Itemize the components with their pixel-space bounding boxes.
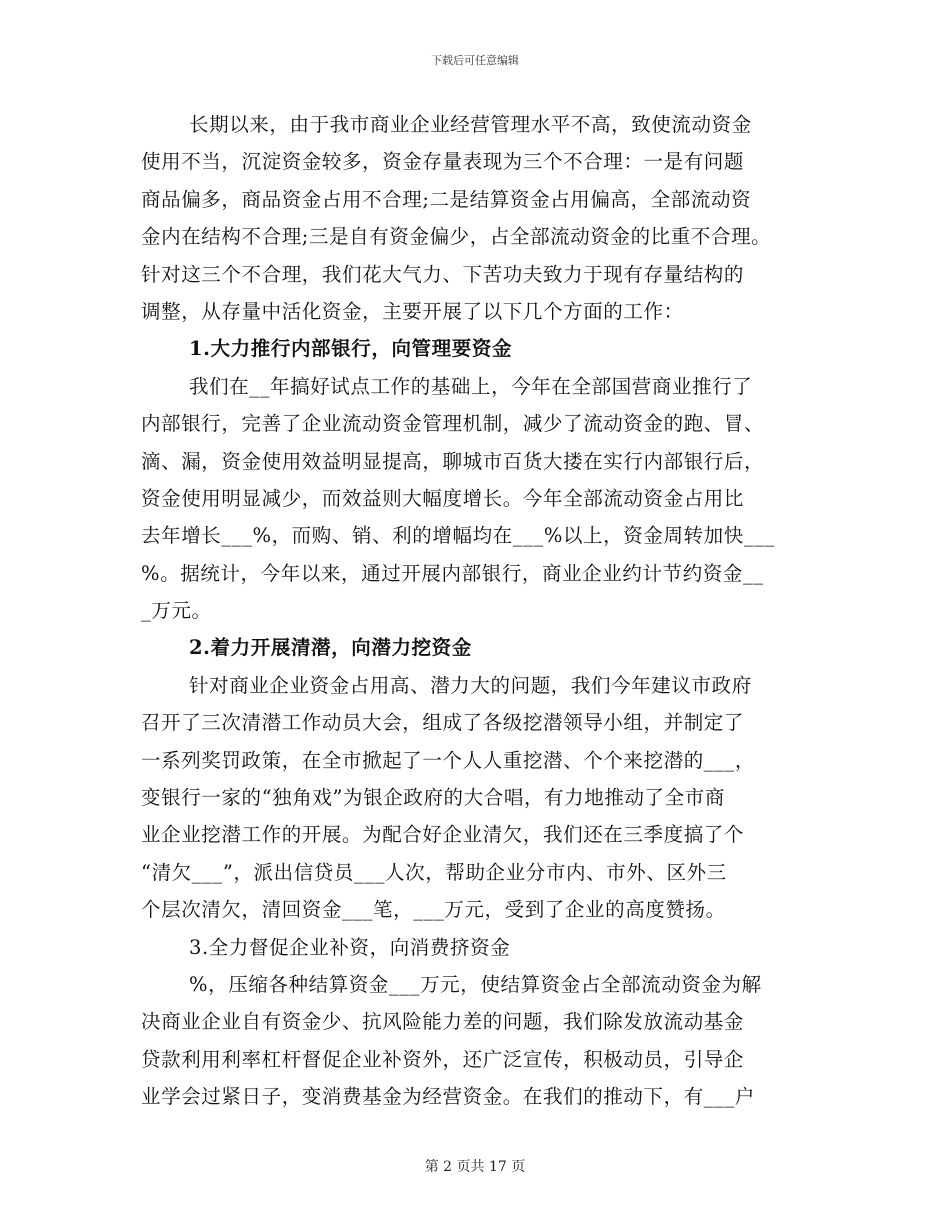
text-line: 针对这三个不合理，我们花大气力、下苦功夫致力于现有存量结构的 [141,262,745,286]
text-line: 长期以来，由于我市商业企业经营管理水平不高，致使流动资金 [189,113,752,136]
section-heading: 2.着力开展清潜，向潜力挖资金 [189,636,472,660]
text-line: 滴、漏，资金使用效益明显提高，聊城市百货大搂在实行内部银行后， [141,449,765,473]
text-line: %。据统计，今年以来，通过开展内部银行，商业企业约计节约资金__ [141,561,764,585]
document-body [141,106,809,1116]
text-line: “清欠___”，派出信贷员___人次，帮助企业分市内、市外、区外三 [141,860,727,884]
text-line: 召开了三次清潜工作动员大会，组成了各级挖潜领导小组，并制定了 [141,711,745,735]
text-line: 去年增长___%，而购、销、利的增幅均在___%以上，资金周转加快___ [141,524,775,548]
text-line: 内部银行，完善了企业流动资金管理机制，减少了流动资金的跑、冒、 [141,412,765,436]
text-line: 贷款利用利率杠杆督促企业补资外，还广泛宣传，积极动员，引导企 [141,1047,745,1071]
text-line: 变银行一家的“独角戏”为银企政府的大合唱，有力地推动了全市商 [141,786,725,810]
text-line: 使用不当，沉淀资金较多，资金存量表现为三个不合理：一是有问题 [141,150,745,174]
section-heading: 1.大力推行内部银行，向管理要资金 [189,337,513,361]
text-line: 业企业挖潜工作的开展。为配合好企业清欠，我们还在三季度搞了个 [141,823,745,847]
text-line: 一系列奖罚政策，在全市掀起了一个人人重挖潜、个个来挖潜的___， [141,748,755,772]
text-line: 3.全力督促企业补资，向消费挤资金 [189,935,511,959]
text-line: 针对商业企业资金占用高、潜力大的问题，我们今年建议市政府 [189,673,752,697]
text-line: 资金使用明显减少，而效益则大幅度增长。今年全部流动资金占用比 [141,486,745,510]
text-line: _万元。 [141,599,212,623]
text-line: 商品偏多，商品资金占用不合理;二是结算资金占用偏高，全部流动资 [141,187,752,211]
text-line: 个层次清欠，清回资金___笔，___万元，受到了企业的高度赞扬。 [141,898,726,922]
text-line: 金内在结构不合理;三是自有资金偏少，占全部流动资金的比重不合理。 [141,225,772,249]
page-footer: 第 2 页共 17 页 [424,1159,526,1175]
text-line: 决商业企业自有资金少、抗风险能力差的问题，我们除发放流动基金 [141,1010,745,1034]
text-line: %，压缩各种结算资金___万元，使结算资金占全部流动资金为解 [189,972,762,996]
text-line: 调整，从存量中活化资金，主要开展了以下几个方面的工作： [141,299,684,323]
text-line: 业学会过紧日子，变消费基金为经营资金。在我们的推动下，有___户 [141,1085,755,1109]
text-line: 我们在__年搞好试点工作的基础上，今年在全部国营商业推行了 [189,374,753,398]
page-header: 下载后可任意编辑 [431,54,519,67]
